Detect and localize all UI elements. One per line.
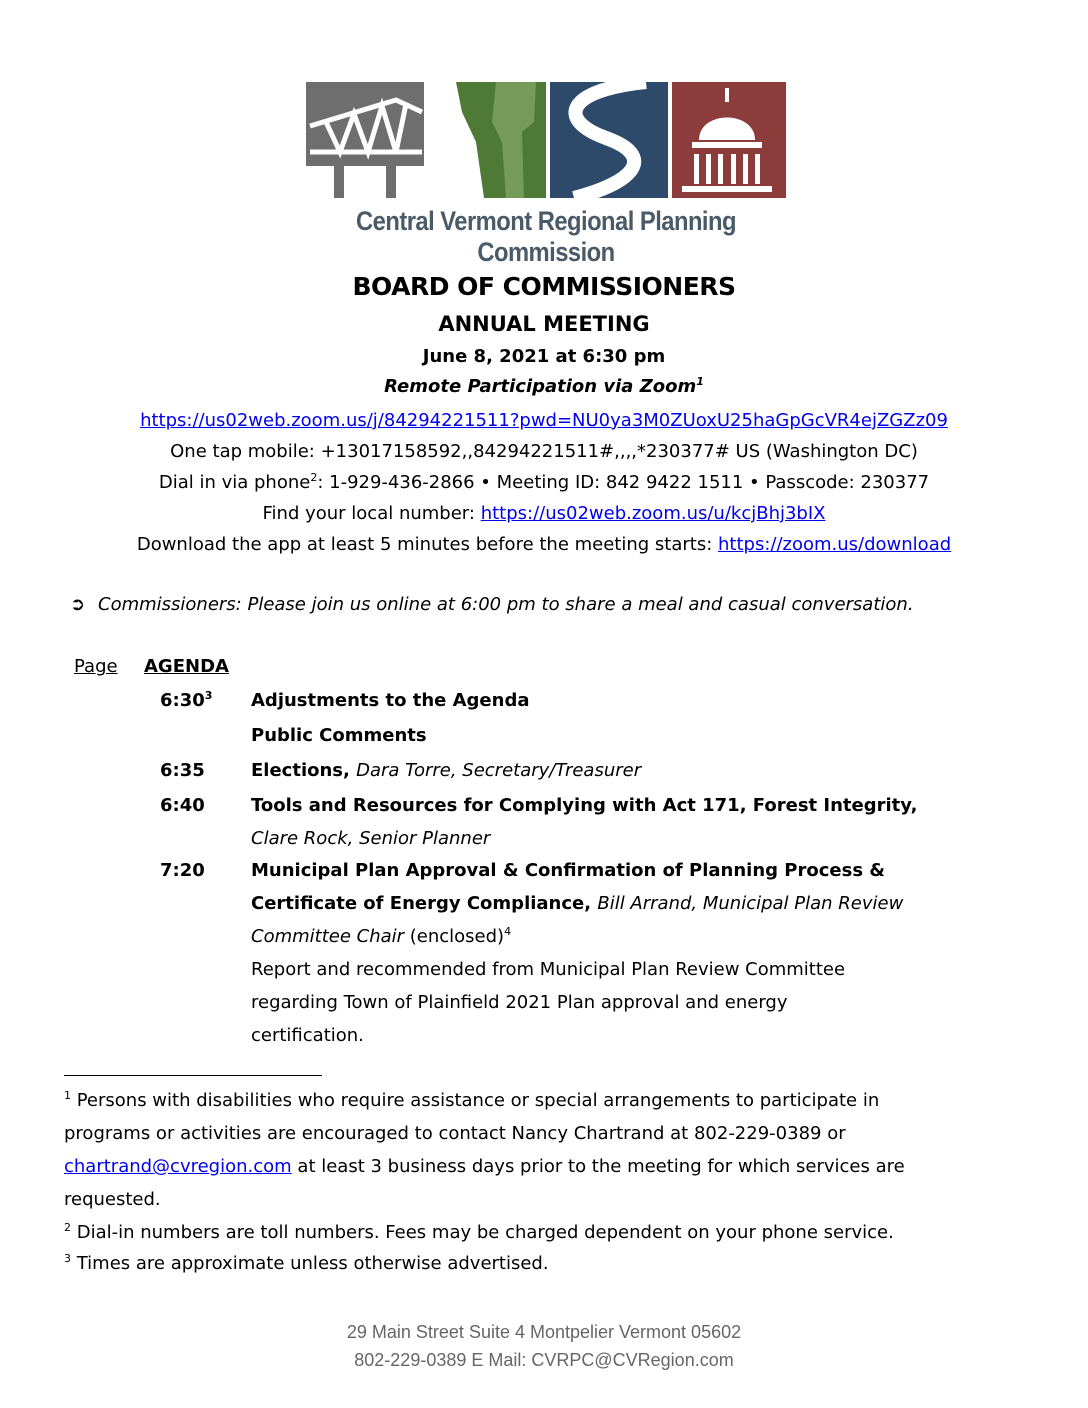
agenda-title: Municipal Plan Approval & Confirmation of Planning Process & [251, 860, 886, 881]
footnote-divider [64, 1075, 322, 1076]
remote-heading [0, 376, 1088, 397]
footnote-ref: 1 [696, 375, 704, 388]
local-number-link[interactable]: https://us02web.zoom.us/u/kcjBhj3bIX [480, 503, 826, 524]
page-column-header: Page [74, 656, 118, 677]
remote-label: Remote Participation via Zoom [384, 376, 697, 397]
arrow-icon: ➲ [70, 594, 86, 615]
zoom-link-line [0, 410, 1088, 431]
logo-graphic [306, 82, 786, 200]
one-tap-line: One tap mobile: +13017158592,,84294221511#,,,,*230377# US (Washington DC) [170, 441, 918, 462]
agenda-presenter: Bill Arrand, Municipal Plan Review [597, 893, 904, 914]
commissioners-note [70, 594, 914, 615]
footnote-1-line4: requested. [64, 1189, 161, 1210]
footnote-ref: 2 [310, 471, 318, 484]
agenda-presenter-continued: Committee Chair (enclosed)$^4$ [251, 925, 512, 947]
email-link[interactable]: chartrand@cvregion.com [64, 1156, 292, 1177]
dial-details: : 1-929-436-2866 • Meeting ID: 842 9422 1511 • Passcode: 230377 [317, 472, 930, 493]
local-number-line [0, 503, 1088, 524]
dial-prefix: Dial in via phone [158, 472, 311, 493]
footnote-3: $^3$ Times are approximate unless otherwise advertised. [64, 1252, 549, 1274]
footnote-1-line3: chartrand@cvregion.com at least 3 business days prior to the meeting for which services are [64, 1156, 905, 1177]
download-line [0, 534, 1088, 555]
footnote-1: $^1$ Persons with disabilities who require assistance or special arrangements to participate in [64, 1089, 880, 1111]
agenda-title: Tools and Resources for Complying with Act 171, Forest Integrity, [251, 795, 918, 816]
download-label: Download the app at least 5 minutes before the meeting starts: [136, 534, 719, 555]
cvrpc-logo [306, 82, 786, 267]
logo-text: Central Vermont Regional Planning Commission [356, 206, 736, 267]
footnote-2: $^2$ Dial-in numbers are toll numbers. Fees may be charged dependent on your phone service. [64, 1221, 894, 1243]
meeting-date: June 8, 2021 at 6:30 pm [422, 346, 666, 367]
zoom-meeting-link[interactable]: https://us02web.zoom.us/j/84294221511?pwd=NU0ya3M0ZUoxU25haGpGcVR4ejZGZz09 [140, 410, 948, 431]
agenda-header: AGENDA [144, 656, 229, 677]
footer-address: 29 Main Street Suite 4 Montpelier Vermont 05602 [346, 1322, 742, 1342]
agenda-presenter: Clare Rock, Senior Planner [251, 828, 491, 849]
footer-contact: 802-229-0389 E Mail: CVRPC@CVRegion.com [354, 1350, 734, 1370]
footnote-1-line2: programs or activities are encouraged to contact Nancy Chartrand at 802-229-0389 or [64, 1123, 846, 1144]
page-title: BOARD OF COMMISSIONERS [352, 272, 736, 301]
note-text: Commissioners: Please join us online at 6:00 pm to share a meal and casual conversation. [98, 594, 914, 615]
agenda-title-continued: Certificate of Energy Compliance, Bill Arrand, Municipal Plan Review [251, 893, 904, 914]
agenda-time: 7:20 [160, 860, 205, 881]
download-link[interactable]: https://zoom.us/download [718, 534, 952, 555]
agenda-title: Public Comments [251, 725, 427, 746]
meeting-type: ANNUAL MEETING [438, 312, 650, 336]
agenda-time: $6:30^3$ [160, 689, 213, 711]
agenda-title: Adjustments to the Agenda [251, 690, 530, 711]
agenda-presenter: Dara Torre, Secretary/Treasurer [356, 760, 642, 781]
agenda-time: 6:35 [160, 760, 205, 781]
dial-in-line [0, 472, 1088, 493]
agenda-title: Elections, Dara Torre, Secretary/Treasurer [251, 760, 642, 781]
document-page: Central Vermont Regional Planning Commission BOARD OF COMMISSIONERS ANNUAL MEETING June 8, 2021 at 6:30 pm Remote Participation via Zoom$^1$ https://us02web.zoom.us/j/84294221511?pwd=NU0ya3M0ZUoxU25haGpGcVR4ejZGZz09 One tap mobile: +13017158592,,84294221511#,,,,*230377# US (Washington DC) Dial in via phone$^2$: 1-929-436-2866 • Meeting ID: 842 9422 1511 • Passcode: 230377 Find your local number: https://us02web.zoom.us/u/kcjBhj3bIX Download the app at least 5 minutes before the meeting starts: https://zoom.us/download ➲ Commissioners: Please join us online at 6:00 pm to share a meal and casual conversation. Page AGENDA $6:30^3$ Adjustments to the Agenda Public Comments 6:35 Elections, Dara Torre, Secretary/Treasurer 6:40 Tools and Resources for Complying with Act 171, Forest Integrity, Clare Rock, Senior Planner 7:20 Municipal Plan Approval & Confirmation of Planning Process & Certificate of Energy Compliance, Bill Arrand, Municipal Plan Review Committee Chair (enclosed)$^4$ Report and recommended from Municipal Plan Review Committee regarding Town of Plainfield 2021 Plan approval and energy certification. $^1$ Persons with disabilities who require assistance or special arrangements to participate in programs or activities are encouraged to contact Nancy Chartrand at 802-229-0389 or chartrand@cvregion.com at least 3 business days prior to the meeting for which services are requested. $^2$ Dial-in numbers are toll numbers. Fees may be charged dependent on your phone service. $^3$ Times are approximate unless otherwise advertised. 29 Main Street Suite 4 Montpelier Vermont 05602 802-229-0389 E Mail: CVRPC@CVRegion.com [0, 0, 1088, 1408]
local-number-label: Find your local number: [262, 503, 481, 524]
agenda-time: 6:40 [160, 795, 205, 816]
